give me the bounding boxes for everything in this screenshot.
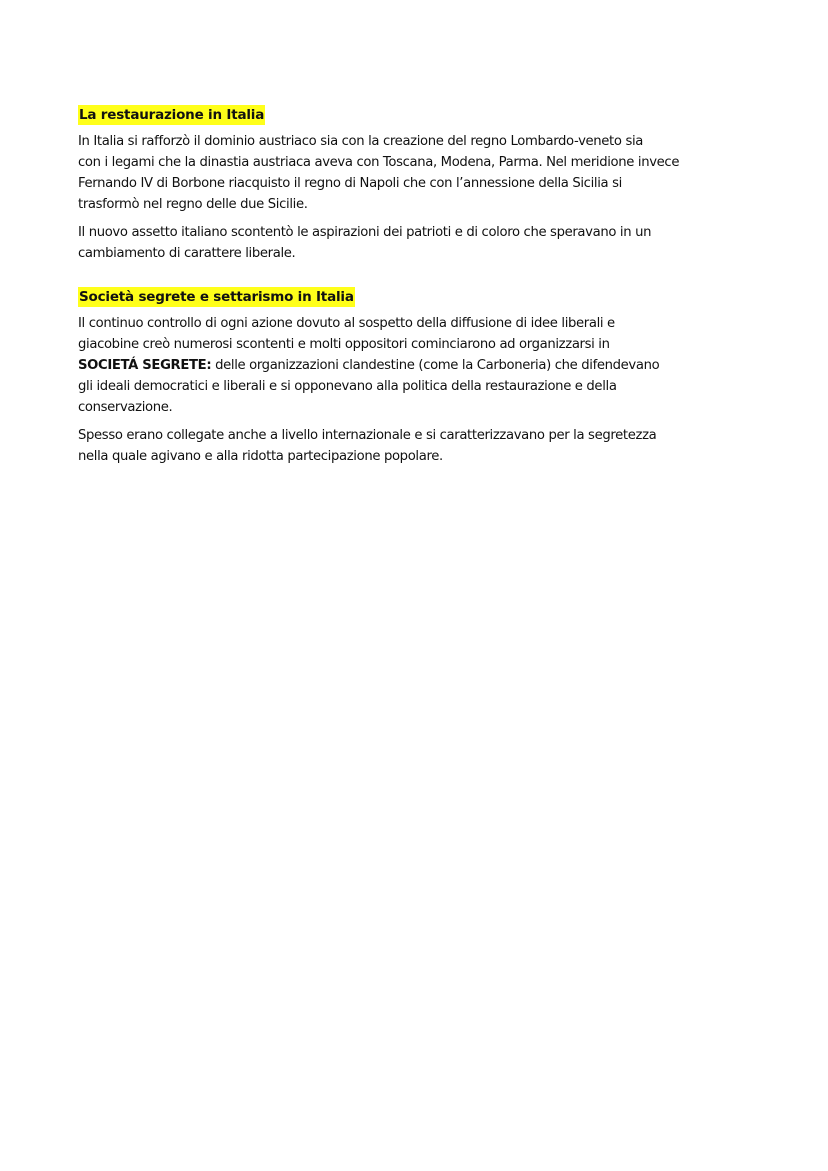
- section-restaurazione: [78, 104, 768, 264]
- text-line: conservazione.: [78, 400, 173, 415]
- text-line: Il nuovo assetto italiano scontentò le aspirazioni dei patrioti e di coloro che speravano in un: [78, 225, 652, 240]
- text-line: giacobine creò numerosi scontenti e molti oppositori cominciarono ad organizzarsi in: [78, 337, 610, 352]
- paragraph: [78, 313, 768, 418]
- text-line: In Italia si rafforzò il dominio austriaco sia con la creazione del regno Lombardo-veneto sia: [78, 134, 644, 149]
- text-line: cambiamento di carattere liberale.: [78, 246, 296, 261]
- text-line: nella quale agivano e alla ridotta partecipazione popolare.: [78, 449, 443, 464]
- text-line: trasformò nel regno delle due Sicilie.: [78, 197, 308, 212]
- text-line: Il continuo controllo di ogni azione dovuto al sospetto della diffusione di idee liberali e: [78, 316, 615, 331]
- text-line: con i legami che la dinastia austriaca aveva con Toscana, Modena, Parma. Nel meridione invece: [78, 155, 680, 170]
- text-line: [78, 355, 768, 376]
- text-line: Fernando IV di Borbone riacquisto il regno di Napoli che con l’annessione della Sicilia si: [78, 176, 622, 191]
- paragraph: [78, 222, 768, 264]
- paragraph: [78, 131, 768, 215]
- text-line: Spesso erano collegate anche a livello internazionale e si caratterizzavano per la segretezza: [78, 428, 657, 443]
- text-fragment: delle organizzazioni clandestine (come la Carboneria) che difendevano: [215, 358, 660, 373]
- text-line: gli ideali democratici e liberali e si opponevano alla politica della restaurazione e della: [78, 379, 617, 394]
- section-heading: La restaurazione in Italia: [79, 107, 265, 123]
- emphasis-term: SOCIETÁ SEGRETE:: [78, 358, 212, 373]
- document-page: [78, 104, 768, 489]
- section-heading: Società segrete e settarismo in Italia: [79, 289, 354, 305]
- section-societa-segrete: [78, 286, 768, 467]
- paragraph: [78, 425, 768, 467]
